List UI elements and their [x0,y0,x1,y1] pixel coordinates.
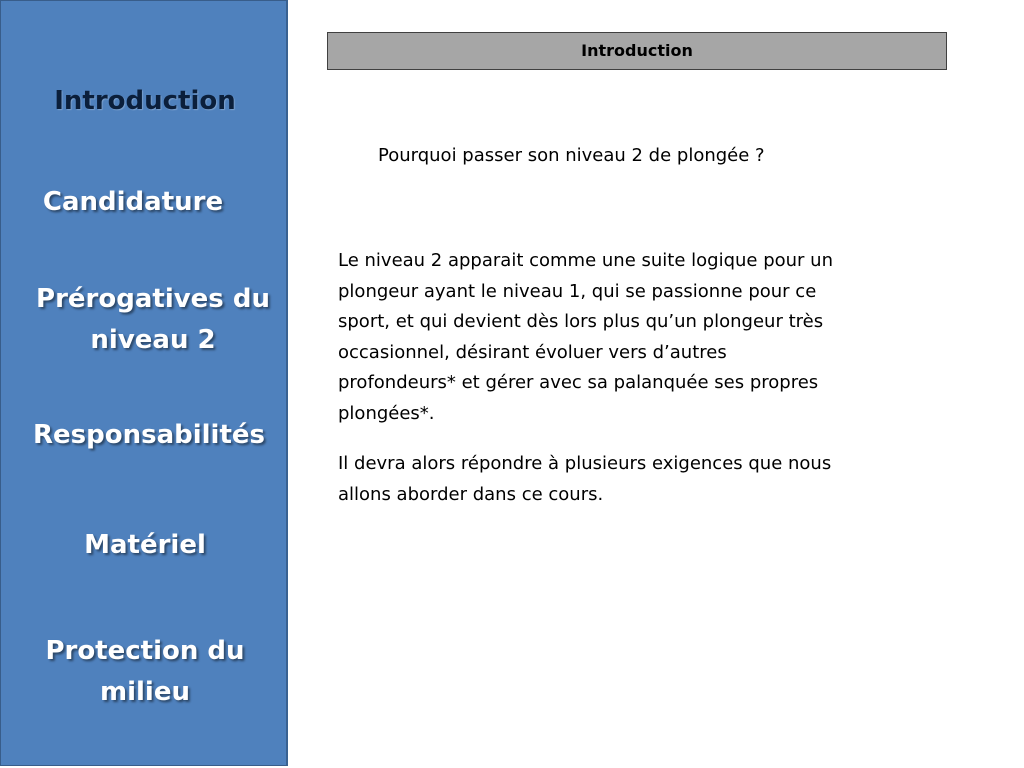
sidebar-item-protection-milieu[interactable]: Protection du milieu [45,636,245,707]
paragraph-2: Il devra alors répondre à plusieurs exigences que nous allons aborder dans ce cours. [338,453,832,505]
sidebar-nav [0,0,288,766]
body-text [338,246,938,530]
sidebar-item-introduction[interactable]: Introduction [54,86,236,116]
section-title-bar: Introduction [327,32,947,70]
intro-question: Pourquoi passer son niveau 2 de plongée ? [378,145,765,166]
sidebar-item-candidature[interactable]: Candidature [42,187,224,217]
paragraph-1: Le niveau 2 apparait comme une suite logique pour un plongeur ayant le niveau 1, qui se passionne pour ce sport, et qui devient dès lors plus qu’un plongeur très occasionnel, désirant évoluer vers d’autres profondeurs* et gérer avec sa palanquée ses propres plongées*. [338,250,833,424]
sidebar-item-materiel[interactable]: Matériel [84,530,206,560]
sidebar-item-responsabilites[interactable]: Responsabilités [32,420,266,450]
sidebar-item-prerogatives[interactable]: Prérogatives du niveau 2 [36,284,270,355]
